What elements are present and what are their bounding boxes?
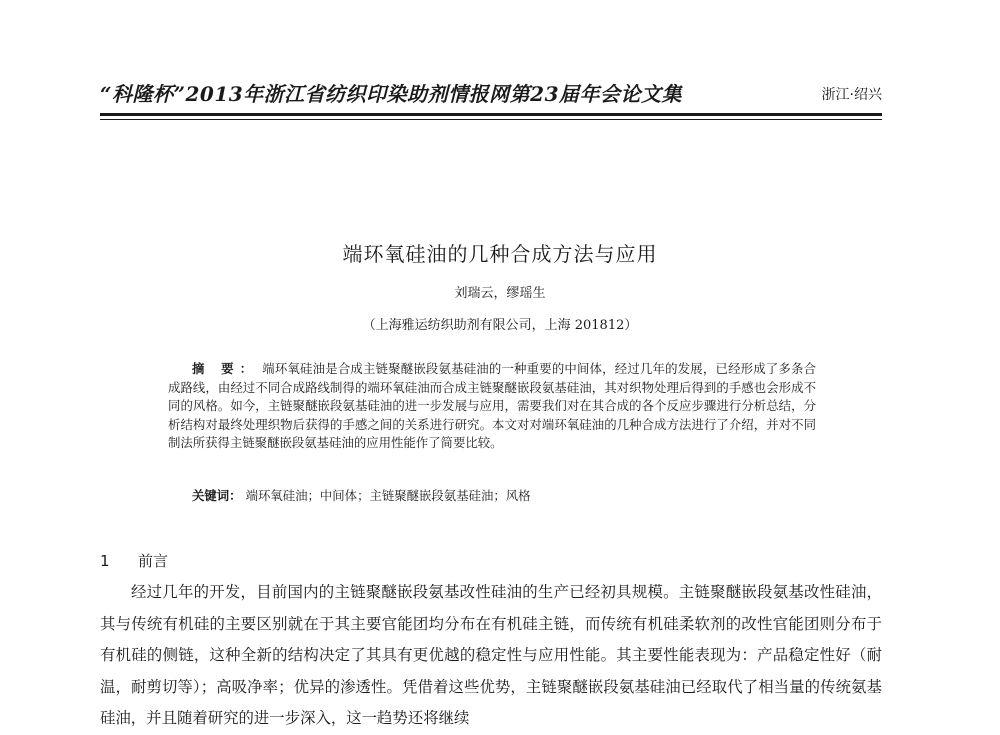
author-list: 刘瑞云，缪瑶生 (454, 286, 546, 301)
keywords (192, 486, 531, 504)
proceedings-title: “科隆杯”2013年浙江省纺织印染助剂情报网第23届年会论文集 (100, 82, 683, 106)
keywords-label: 关键词： (192, 488, 242, 503)
abstract-text: 端环氧硅油是合成主链聚醚嵌段氨基硅油的一种重要的中间体，经过几年的发展，已经形成了多条合成路线，由经过不同合成路线制得的端环氧硅油而合成主链聚醚嵌段氨基硅油，其对织物处理后得到的手感也会形成不同的风格。如今，主链聚醚嵌段氨基硅油的进一步发展与应用，需要我们对在其合成的各个反应步骤进行分析总结，分析结构对最终处理织物后获得的手感之间的关系进行研究。本文对对端环氧硅油的几种合成方法进行了介绍，并对不同制法所获得主链聚醚嵌段氨基硅油的应用性能作了简要比较。 (168, 361, 816, 451)
running-header (100, 78, 882, 110)
header-rule-thin (100, 119, 882, 120)
paper-title: 端环氧硅油的几种合成方法与应用 (342, 242, 658, 266)
author-affiliation: （上海雅运纺织助剂有限公司，上海 201812） (362, 318, 638, 333)
abstract (168, 360, 816, 453)
section-heading-introduction (100, 550, 168, 571)
abstract-label: 摘 要： (192, 361, 259, 376)
section-title: 前言 (138, 552, 169, 570)
conference-location: 浙江·绍兴 (821, 87, 882, 103)
section-number: 1 (100, 552, 110, 570)
introduction-paragraph: 经过几年的开发，目前国内的主链聚醚嵌段氨基改性硅油的生产已经初具规模。主链聚醚嵌段氨基改性硅油，其与传统有机硅的主要区别就在于其主要官能团均分布在有机硅主链，而传统有机硅柔软剂的改性官能团则分布于有机硅的侧链，这种全新的结构决定了其具有更优越的稳定性与应用性能。其主要性能表现为：产品稳定性好（耐温，耐剪切等）；高吸净率；优异的渗透性。凭借着这些优势，主链聚醚嵌段氨基硅油已经取代了相当量的传统氨基硅油，并且随着研究的进一步深入，这一趋势还将继续 (100, 583, 882, 727)
keywords-text: 端环氧硅油；中间体；主链聚醚嵌段氨基硅油；风格 (245, 488, 531, 503)
header-rule-thick (100, 113, 882, 116)
